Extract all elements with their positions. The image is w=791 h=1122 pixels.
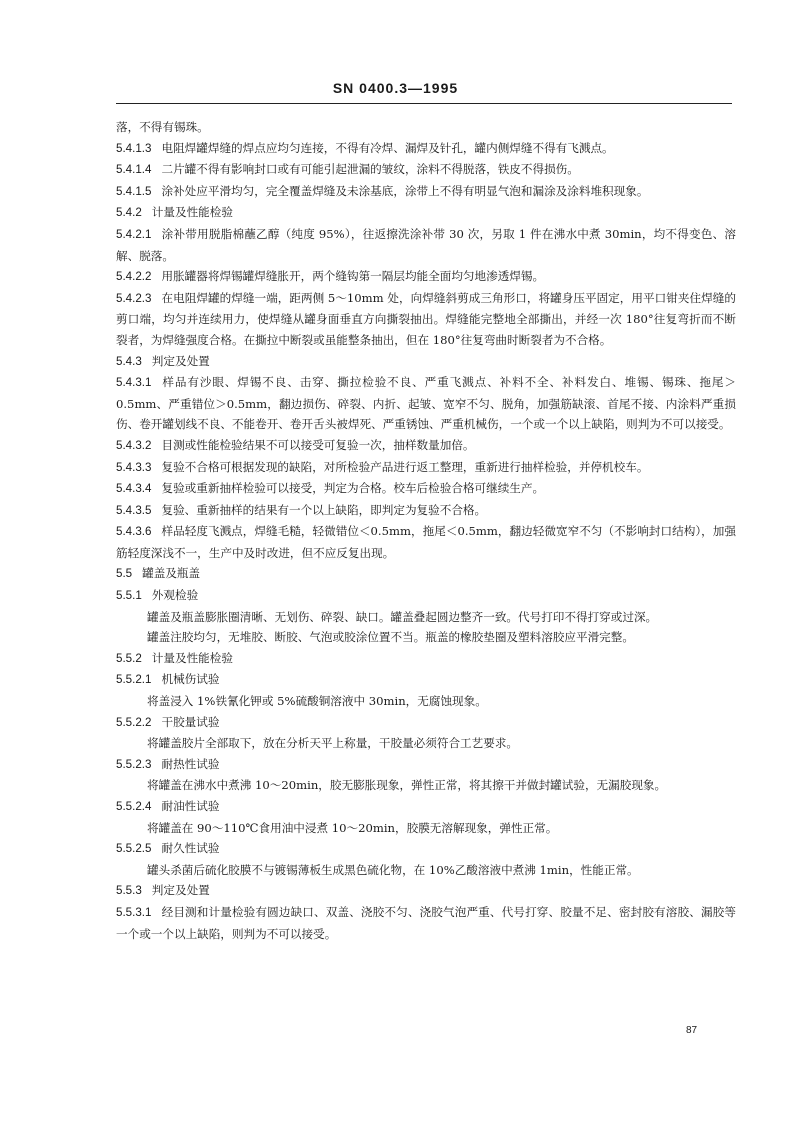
- paragraph-text: 落，不得有锡珠。: [116, 120, 209, 134]
- section-number: 5.5.2.1: [116, 673, 152, 687]
- paragraph-text: 机械伤试验: [161, 672, 220, 687]
- section-number: 5.5: [116, 567, 133, 581]
- paragraph-text: 计量及性能检验: [151, 205, 233, 220]
- paragraph: [116, 691, 736, 712]
- page-number: 87: [686, 1025, 698, 1036]
- paragraph-text: 涂补带用脱脂棉蘸乙醇（纯度 95%），往返擦洗涂补带 30 次，另取 1 件在沸水中煮 30min，均不得变色、溶解、脱落。: [116, 226, 736, 263]
- section-number: 5.5.2.2: [116, 715, 152, 729]
- paragraph: [116, 754, 736, 776]
- paragraph: [116, 457, 736, 479]
- section-number: 5.4.3.4: [116, 482, 152, 496]
- section-number: 5.4.1.5: [116, 184, 152, 198]
- paragraph-text: 复验、重新抽样的结果有一个以上缺陷，即判定为复验不合格。: [161, 502, 487, 517]
- section-number: 5.4.2.3: [116, 291, 152, 305]
- standard-number-header: SN 0400.3—1995: [332, 80, 459, 96]
- section-number: 5.4.2: [116, 206, 142, 220]
- paragraph-text: 将罐盖胶片全部取下，放在分析天平上称量，干胶量必须符合工艺要求。: [147, 736, 519, 751]
- paragraph: [116, 138, 736, 160]
- paragraph: [116, 288, 736, 351]
- paragraph: [116, 181, 736, 203]
- paragraph-text: 外观检验: [151, 588, 199, 603]
- paragraph-text: 经目测和计量检验有圆边缺口、双盖、浇胶不匀、浇胶气泡严重、代号打穿、胶量不足、密封胶有溶胶、漏胶等一个或一个以上缺陷，则判为不可以接受。: [116, 904, 736, 941]
- section-number: 5.4.3: [116, 354, 142, 368]
- paragraph-text: 判定及处置: [151, 883, 210, 898]
- paragraph-text: 涂补处应平滑均匀，完全覆盖焊缝及未涂基底，涂带上不得有明显气泡和漏涂及涂料堆积现象。: [161, 183, 649, 198]
- paragraph: [116, 818, 736, 839]
- section-number: 5.5.1: [116, 589, 142, 603]
- paragraph-text: 干胶量试验: [161, 714, 220, 729]
- section-number: 5.5.3: [116, 884, 142, 898]
- section-number: 5.4.1.3: [116, 141, 152, 155]
- paragraph-text: 将盖浸入 1%铁氰化钾或 5%硫酸铜溶液中 30min，无腐蚀现象。: [147, 694, 487, 709]
- paragraph-text: 在电阻焊罐的焊缝一端，距两侧 5～10mm 处，向焊缝斜剪成三角形口，将罐身压平固定，用平口钳夹住焊缝的剪口端，均匀并连续用力，使焊缝从罐身面垂直方向撕裂抽出。焊缝能完整地全部撕出，并经一次 180°往复弯折而不断裂者，为焊缝强度合格。在撕拉中断裂或虽能整条抽出，但在 180°往复弯曲时断裂者为不合格。: [116, 290, 736, 347]
- paragraph: [116, 224, 736, 266]
- paragraph-text: 目测或性能检验结果不可以接受可复验一次，抽样数量加倍。: [161, 437, 475, 452]
- section-number: 5.4.2.2: [116, 270, 152, 284]
- paragraph-text: 将罐盖在沸水中煮沸 10～20min，胶无膨胀现象，弹性正常，将其擦干并做封罐试验，无漏胶现象。: [147, 778, 667, 793]
- paragraph: [116, 202, 736, 224]
- paragraph-text: 耐油性试验: [161, 799, 220, 813]
- paragraph: [116, 266, 736, 288]
- paragraph-text: 判定及处置: [151, 353, 210, 368]
- paragraph: [116, 712, 736, 734]
- paragraph: [116, 607, 736, 628]
- section-number: 5.5.2.3: [116, 757, 152, 771]
- paragraph: [116, 521, 736, 563]
- paragraph: [116, 372, 736, 435]
- paragraph-text: 耐热性试验: [161, 756, 220, 771]
- header-rule: [116, 103, 732, 104]
- paragraph: [116, 351, 736, 373]
- paragraph-text: 复验或重新抽样检验可以接受，判定为合格。校车后检验合格可继续生产。: [161, 481, 545, 496]
- paragraph-text: 将罐盖在 90～110℃食用油中浸煮 10～20min，胶膜无溶解现象，弹性正常。: [147, 820, 558, 835]
- paragraph: [116, 775, 736, 796]
- paragraph: [116, 796, 736, 818]
- paragraph: [116, 563, 736, 585]
- paragraph-text: 电阻焊罐焊缝的焊点应均匀连接，不得有冷焊、漏焊及针孔，罐内侧焊缝不得有飞溅点。: [161, 140, 614, 155]
- paragraph: [116, 117, 736, 138]
- paragraph: [116, 435, 736, 457]
- paragraph: [116, 627, 736, 648]
- paragraph: [116, 880, 736, 902]
- paragraph: [116, 902, 736, 944]
- section-number: 5.4.1.4: [116, 163, 152, 177]
- section-number: 5.4.3.1: [116, 376, 152, 390]
- paragraph: [116, 838, 736, 860]
- section-number: 5.5.2.5: [116, 842, 152, 856]
- paragraph: [116, 478, 736, 500]
- section-number: 5.5.3.1: [116, 905, 152, 919]
- paragraph: [116, 159, 736, 181]
- paragraph: [116, 860, 736, 881]
- paragraph-text: 罐盖及瓶盖: [142, 566, 201, 581]
- paragraph-text: 罐盖注胶均匀，无堆胶、断胶、气泡或胶涂位置不当。瓶盖的橡胶垫圈及塑料溶胶应平滑完整。: [147, 630, 634, 645]
- section-number: 5.4.3.6: [116, 525, 152, 539]
- paragraph-text: 耐久性试验: [161, 841, 220, 856]
- paragraph-text: 样品有沙眼、焊锡不良、击穿、撕拉检验不良、严重飞溅点、补料不全、补料发白、堆锡、锡珠、拖尾＞0.5mm、严重错位＞0.5mm，翻边损伤、碎裂、内折、起皱、宽窄不匀、脱角，加强筋缺滚、首尾不接、内涂料严重损伤、卷开罐划线不良、不能卷开、卷开舌头被焊死、严重锈蚀、严重机械伤，一个或一个以上缺陷，则判为不可以接受。: [116, 375, 736, 432]
- paragraph-text: 样品轻度飞溅点，焊缝毛糙，轻微错位＜0.5mm，拖尾＜0.5mm，翻边轻微宽窄不匀（不影响封口结构），加强筋轻度深浅不一，生产中及时改进，但不应反复出现。: [116, 524, 736, 560]
- section-number: 5.4.3.3: [116, 460, 152, 474]
- paragraph: [116, 648, 736, 670]
- section-number: 5.4.2.1: [116, 227, 152, 241]
- document-body: [116, 117, 736, 944]
- paragraph: [116, 500, 736, 522]
- section-number: 5.5.2: [116, 651, 142, 665]
- section-number: 5.5.2.4: [116, 800, 152, 813]
- paragraph-text: 计量及性能检验: [151, 650, 233, 665]
- paragraph-text: 罐盖及瓶盖膨胀圈清晰、无划伤、碎裂、缺口。罐盖叠起圆边整齐一致。代号打印不得打穿或过深。: [147, 609, 658, 624]
- paragraph: [116, 733, 736, 754]
- paragraph: [116, 669, 736, 691]
- paragraph-text: 用胀罐器将焊锡罐焊缝胀开，两个缝钩第一隔层均能全面均匀地渗透焊锡。: [161, 269, 545, 284]
- paragraph: [116, 585, 736, 607]
- section-number: 5.4.3.5: [116, 503, 152, 517]
- paragraph-text: 复验不合格可根据发现的缺陷，对所检验产品进行返工整理，重新进行抽样检验，并停机校车。: [161, 459, 649, 474]
- paragraph-text: 二片罐不得有影响封口或有可能引起泄漏的皱纹，涂料不得脱落，铁皮不得损伤。: [161, 162, 579, 177]
- section-number: 5.4.3.2: [116, 438, 152, 452]
- paragraph-text: 罐头杀菌后硫化胶膜不与镀锡薄板生成黑色硫化物，在 10%乙酸溶液中煮沸 1min，性能正常。: [147, 862, 639, 877]
